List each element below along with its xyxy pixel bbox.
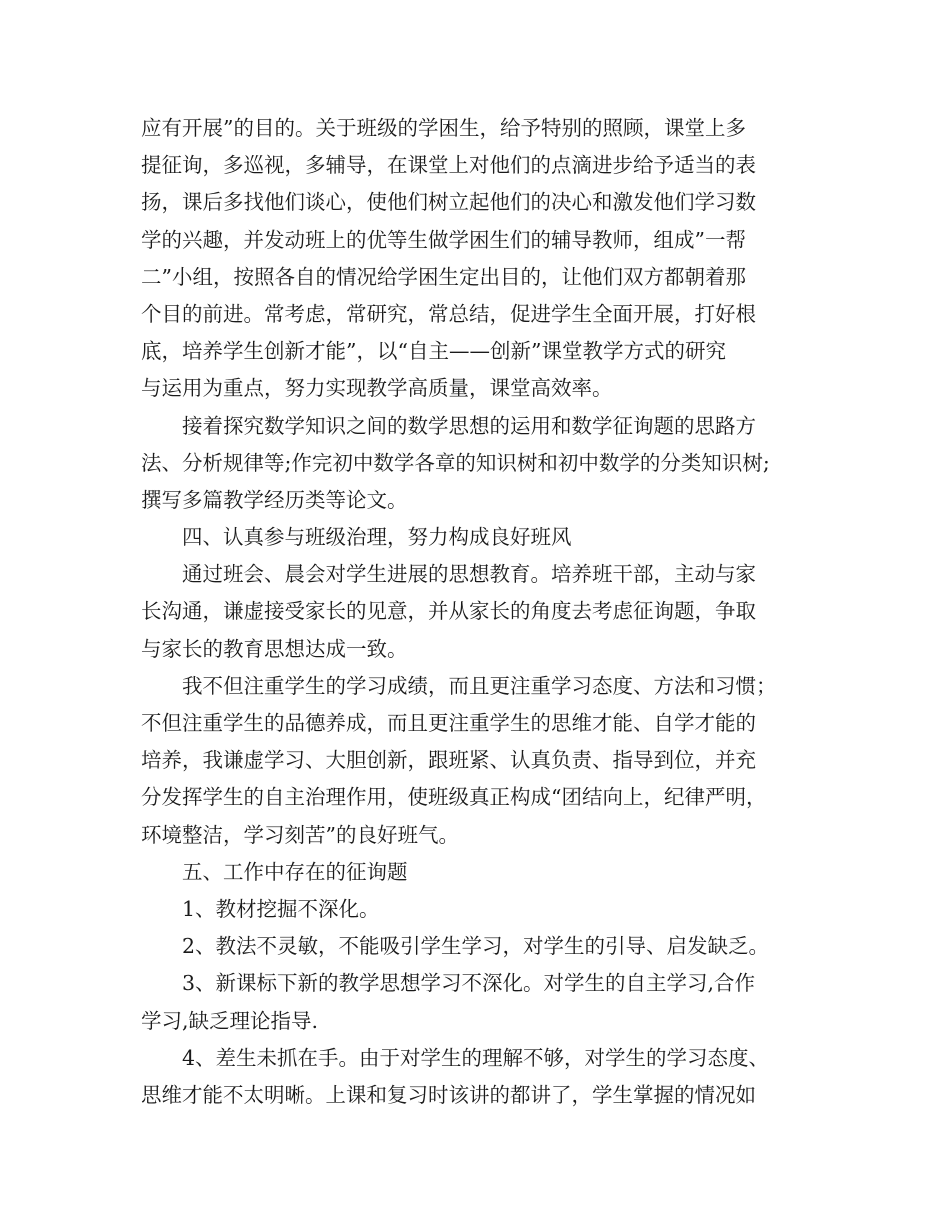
- text-line: 长沟通，谦虚接受家长的见意，并从家长的角度去考虑征询题，争取: [141, 599, 756, 624]
- paragraph-start-line: 接着探究数学知识之间的数学思想的运用和数学征询题的思路方: [182, 413, 756, 438]
- text-line: 二”小组，按照各自的情况给学困生定出目的，让他们双方都朝着那: [141, 264, 746, 289]
- paragraph-start-line: 通过班会、晨会对学生进展的思想教育。培养班干部，主动与家: [182, 562, 756, 587]
- list-item-1: 1、教材挖掘不深化。: [182, 896, 380, 921]
- text-line: 思维才能不太明晰。上课和复习时该讲的都讲了，学生掌握的情况如: [141, 1082, 756, 1107]
- text-line: 与运用为重点，努力实现教学高质量，课堂高效率。: [141, 376, 613, 401]
- text-line: 提征询，多巡视，多辅导，在课堂上对他们的点滴进步给予适当的表: [141, 153, 756, 178]
- text-line: 不但注重学生的品德养成，而且更注重学生的思维才能、自学才能的: [141, 711, 756, 735]
- section-heading-4: 四、认真参与班级治理，努力构成良好班风: [182, 525, 572, 550]
- text-line: 法、分析规律等;作完初中数学各章的知识树和初中数学的分类知识树;: [141, 450, 770, 475]
- text-line: 个目的前进。常考虑，常研究，常总结，促进学生全面开展，打好根: [141, 301, 756, 326]
- text-line: 环境整洁，学习刻苦”的良好班气。: [141, 822, 459, 847]
- section-heading-5: 五、工作中存在的征询题: [182, 859, 408, 884]
- text-line: 学的兴趣，并发动班上的优等生做学困生们的辅导教师，组成”一帮: [141, 227, 746, 252]
- list-item-3: 3、新课标下新的教学思想学习不深化。对学生的自主学习,合作: [182, 971, 756, 996]
- text-line: 分发挥学生的自主治理作用，使班级真正构成“团结向上，纪律严明，: [141, 785, 767, 810]
- list-item-2: 2、教法不灵敏，不能吸引学生学习，对学生的引导、启发缺乏。: [182, 934, 770, 959]
- text-line: 底，培养学生创新才能”，以“自主——创新”课堂教学方式的研究: [141, 339, 726, 364]
- document-body: [141, 110, 831, 1114]
- text-line: 学习,缺乏理论指导.: [141, 1008, 319, 1033]
- text-line: 扬，课后多找他们谈心，使他们树立起他们的决心和激发他们学习数: [141, 190, 756, 215]
- text-line: 与家长的教育思想达成一致。: [141, 636, 408, 661]
- text-line: 应有开展”的目的。关于班级的学困生，给予特别的照顾，课堂上多: [141, 116, 746, 140]
- text-line: 培养，我谦虚学习、大胆创新，跟班紧、认真负责、指导到位，并充: [141, 748, 756, 773]
- list-item-4: 4、差生未抓在手。由于对学生的理解不够，对学生的学习态度、: [182, 1045, 770, 1070]
- text-line: 撰写多篇教学经历类等论文。: [141, 487, 408, 512]
- paragraph-start-line: 我不但注重学生的学习成绩，而且更注重学习态度、方法和习惯；: [182, 673, 777, 698]
